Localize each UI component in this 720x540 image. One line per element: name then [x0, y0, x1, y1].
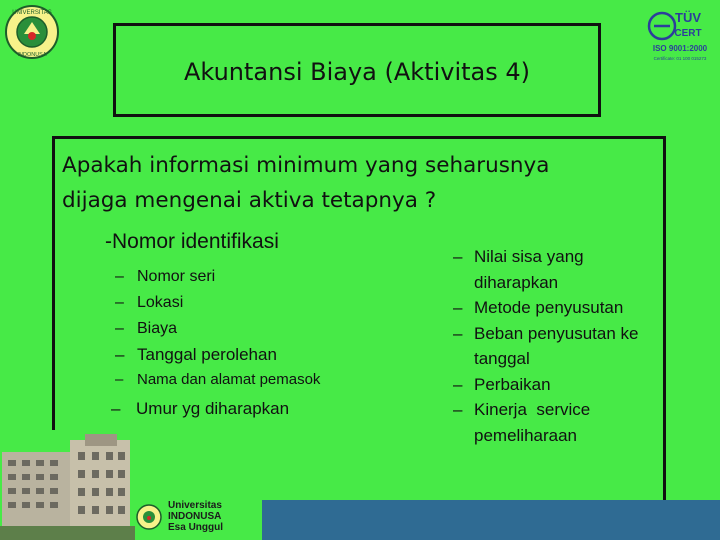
question-line-1: Apakah informasi minimum yang seharusnya [62, 153, 550, 178]
svg-text:Certificate: 01 100 015273: Certificate: 01 100 015273 [653, 56, 707, 61]
left-item-label: Umur yg diharapkan [136, 399, 290, 418]
left-list-item [115, 290, 345, 316]
dash-bullet: – [115, 268, 124, 285]
campus-building-image [0, 430, 135, 540]
svg-text:ISO 9001:2000: ISO 9001:2000 [652, 44, 708, 53]
question-text [62, 148, 662, 218]
footer-line-1: Universitas [168, 500, 222, 511]
right-list-item [453, 397, 668, 448]
svg-text:TÜV: TÜV [675, 10, 701, 25]
right-item-label: Kinerja service pemeliharaan [474, 400, 595, 445]
dash-bullet: – [453, 400, 463, 419]
left-item-label: Lokasi [137, 294, 184, 311]
svg-text:INDONUSA: INDONUSA [17, 52, 47, 58]
left-item-label: Nama dan alamat pemasok [137, 371, 321, 388]
right-list [453, 244, 668, 448]
left-item-label: Nomor seri [137, 268, 216, 285]
slide-title: Akuntansi Biaya (Aktivitas 4) [183, 58, 531, 86]
left-list-item [115, 264, 345, 290]
right-list-item [453, 244, 668, 295]
left-list-item [115, 369, 345, 390]
left-list-item [115, 342, 345, 368]
main-item-nomor-identifikasi: -Nomor identifikasi [105, 230, 279, 253]
university-seal-logo [4, 4, 60, 60]
right-item-label: Nilai sisa yang diharapkan [474, 247, 584, 292]
footer-line-2: INDONUSA [168, 511, 222, 522]
left-list-item [115, 316, 345, 342]
left-item-label: Biaya [137, 320, 178, 337]
dash-bullet: – [453, 374, 463, 394]
footer-bar [262, 500, 720, 540]
left-list [111, 264, 345, 422]
svg-text:CERT: CERT [674, 28, 702, 39]
dash-bullet: – [115, 294, 124, 311]
footer-line-3: Esa Unggul [168, 522, 224, 533]
right-list-item [453, 372, 668, 398]
dash-bullet: – [115, 320, 124, 337]
dash-bullet: – [453, 323, 463, 343]
left-item-label: Tanggal perolehan [137, 345, 277, 364]
right-item-label: Perbaikan [474, 374, 551, 394]
svg-text:UNIVERSITAS: UNIVERSITAS [12, 10, 52, 16]
title-box [113, 23, 601, 117]
footer-seal-icon [136, 504, 162, 530]
dash-bullet: – [111, 399, 121, 418]
dash-bullet: – [115, 345, 125, 364]
question-line-2: dijaga mengenai aktiva tetapnya ? [62, 188, 437, 213]
dash-bullet: – [115, 371, 124, 388]
right-list-item [453, 321, 668, 372]
dash-bullet: – [453, 247, 463, 266]
right-list-item [453, 295, 668, 321]
footer-university-logo [132, 496, 262, 540]
right-item-label: Beban penyusutan ke tanggal [474, 323, 639, 368]
right-item-label: Metode penyusutan [474, 298, 624, 317]
left-list-item [111, 396, 341, 422]
dash-bullet: – [453, 298, 463, 317]
tuv-cert-logo [640, 6, 718, 64]
